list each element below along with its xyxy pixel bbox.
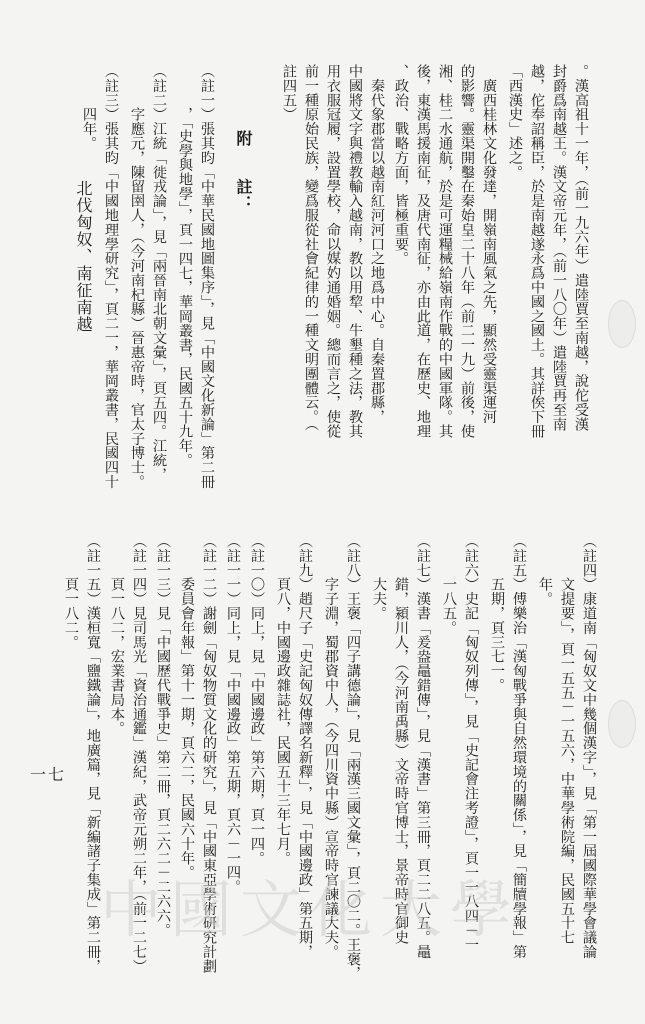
footnote-line: 一八五。 [441, 534, 457, 635]
footnote-line: （註九）趙尺子「史記匈奴傳譯名新釋」，見「中國邊政」第五期， [297, 534, 313, 959]
footnote-line: （註一）張其昀「中華民國地圖集序」，見「中國文化新論」第二冊 [199, 64, 215, 489]
body-line: 「西漢史」述之。 [507, 64, 523, 180]
footnote-line: 字子淵，蜀郡資中人，（今四川資中縣）宣帝時官諫議大夫。 [323, 534, 339, 959]
appendix-heading: 附 註： [234, 130, 253, 211]
body-line: 用衣服冠履，設置學校，命以媒妁通婚姻。總而言之，使從 [325, 64, 341, 439]
footnote-line: 字應元，陳留圉人，（今河南杞縣）晉惠帝時，官太子博士。 [129, 64, 145, 489]
footnote-line: （註五）傅樂治「漢匈戰爭與自然環境的關係」，見「簡牘學報」第 [511, 534, 527, 959]
footnote-line: 頁一八二，宏業書局本。 [109, 534, 125, 736]
footnote-line: （註一三）見「中國歷代戰爭史」第二冊，頁二六二－二六六。 [155, 534, 171, 938]
footnote-line: （註一五）漢桓寬「鹽鐵論」，地廣篇，見「新編諸子集成」第二冊， [85, 534, 101, 974]
footnote-line: 五期，頁三七一。 [489, 534, 505, 693]
footnote-line: （註二）江統「徙戎論」，見「兩晉南北朝文彙」，頁五四。江統， [151, 64, 167, 482]
footnote-line: （註八）王褒「四子講德論」，見「兩漢三國文彙」，頁二〇二。王褒， [345, 534, 361, 981]
footnote-line: 文提要」，頁一五五－一五六，中華學術院編，民國五十七 [559, 534, 575, 945]
footnote-line: 四年。 [81, 64, 97, 151]
watermark: 中國文化大學 [100, 873, 521, 946]
body-line: 前一種原始民族，變爲服從社會紀律的一種文明團體云。（ [303, 64, 319, 432]
body-line: 、政治、戰略方面，皆極重要。 [393, 64, 409, 266]
page-number: 一七 [30, 765, 67, 784]
footnote-line: 頁八，中國邊政雜誌社，民國五十三年七月。 [275, 534, 291, 866]
binding-hole [608, 300, 636, 348]
binding-hole [608, 700, 636, 748]
body-line: 越，佗奉詔稱臣，於是南越遂永爲中國之國土。其詳俟下冊 [529, 64, 545, 439]
body-line: 封爵爲南越王。漢文帝元年，（前一八〇年）遣陸賈再至南 [551, 64, 567, 432]
body-line: 廣西桂林文化發達，開嶺南風氣之先，顯然受靈渠運河 [481, 64, 497, 424]
body-line: 中國將文字與禮教輸入越南，教以用犂、牛墾種之法，教其 [347, 64, 363, 439]
footnote-line: 委員會年報」第十一期，頁六二，民國六十年。 [179, 534, 195, 880]
footnote-line: （註一二）謝劍「匈奴物質文化的研究」，見「中國東亞學術研究計劃 [201, 534, 217, 974]
running-title: 北伐匈奴、南征南越 [74, 180, 93, 333]
footnote-line: 錯，潁川人，（今河南禹縣）文帝時官博士，景帝時官御史 [393, 534, 409, 945]
footnote-line: （註一四）見司馬光「資治通鑑」漢紀，武帝元朔二年，（前一二七） [131, 534, 147, 974]
footnote-line: 大夫。 [371, 534, 387, 621]
footnote-line: 頁一八二。 [63, 534, 79, 650]
footnote-line: （註三）張其昀「中國地理學研究」，頁二一，華岡叢書，民國四十 [103, 64, 119, 489]
footnote-line: （註六）史記「匈奴列傳」，見「史記會注考證」，頁一一八四－一 [463, 534, 479, 952]
body-line: 湘、桂二水通航，於是可運糧械給嶺南作戰的中國軍隊。其 [437, 64, 453, 439]
body-line: 註四五） [281, 64, 297, 122]
body-line: 的影響。靈渠開鑿在秦始皇二十八年（前二一九）前後，使 [459, 64, 475, 439]
body-line: 。漢高祖十一年，（前一九六年）遣陸賈至南越，說佗受漢 [573, 64, 589, 432]
footnote-line: （註一〇）同上，見「中國邊政」第六期，頁一四。 [249, 534, 265, 866]
footnote-line: （註七）漢書「爰盎鼂錯傳」，見「漢書」第三冊，頁二二八五。鼂 [415, 534, 431, 959]
footnote-line: 年。 [537, 534, 553, 606]
footnote-line: （註一一）同上，見「中國邊政」第五期，頁六－一四。 [225, 534, 241, 894]
body-line: 後，東漢馬援南征，及唐代南征，亦由此道，在歷史、地理 [415, 64, 431, 439]
body-line: 秦代象郡當以越南紅河河口之地爲中心。自秦置郡縣， [369, 64, 385, 424]
footnote-line: ，「史學與地學」，頁一四七，華岡叢書，民國五十九年。 [177, 64, 193, 468]
footnote-line: （註四）康道南「匈奴文中幾個漢字」，見「第一屆國際華學會議論 [581, 534, 597, 959]
